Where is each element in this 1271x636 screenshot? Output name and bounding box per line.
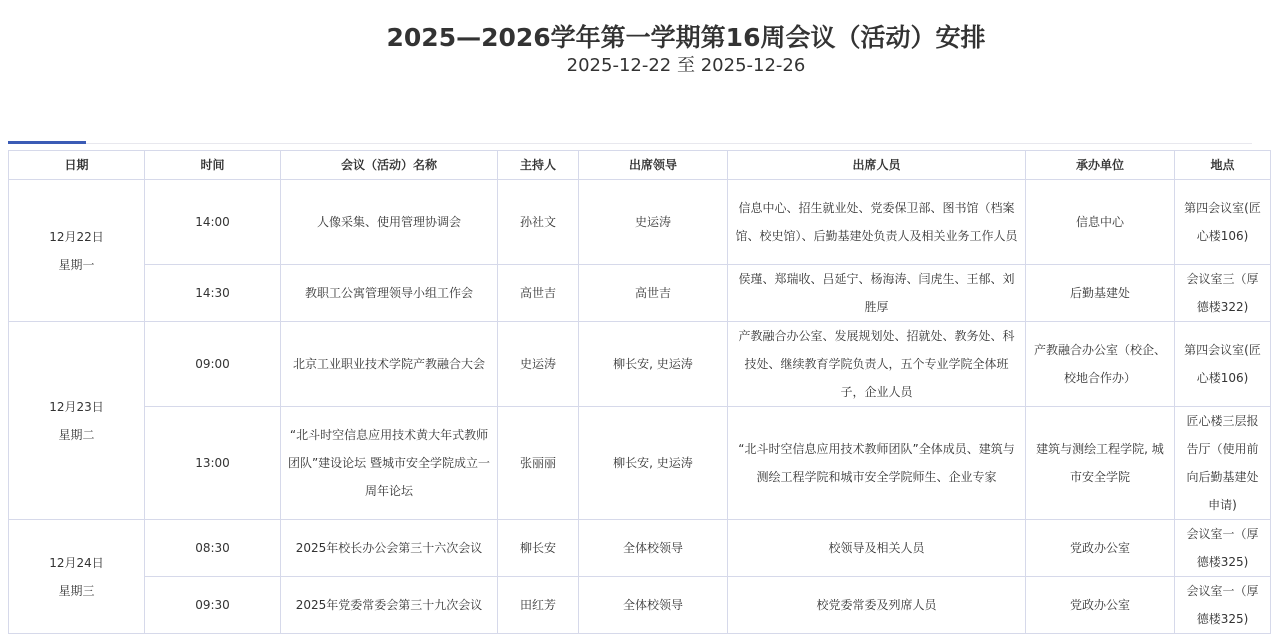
column-header-meeting-name: 会议（活动）名称: [281, 151, 498, 180]
attendees-cell: “北斗时空信息应用技术教师团队”全体成员、建筑与测绘工程学院和城市安全学院师生、企业专家: [728, 407, 1026, 520]
leaders-cell: 全体校领导: [579, 577, 728, 634]
weekday-label: 星期三: [58, 583, 95, 598]
organizer-cell: 党政办公室: [1026, 520, 1175, 577]
meeting-name-cell: 人像采集、使用管理协调会: [281, 180, 498, 265]
column-header-leaders: 出席领导: [579, 151, 728, 180]
meeting-name-cell: 教职工公寓管理领导小组工作会: [281, 265, 498, 322]
location-cell: 匠心楼三层报告厅（使用前向后勤基建处申请): [1175, 407, 1271, 520]
organizer-cell: 信息中心: [1026, 180, 1175, 265]
time-cell: 14:00: [145, 180, 281, 265]
table-row: [9, 322, 1271, 407]
host-cell: 张丽丽: [498, 407, 579, 520]
column-header-organizer: 承办单位: [1026, 151, 1175, 180]
host-cell: 田红芳: [498, 577, 579, 634]
weekday-label: 星期一: [58, 257, 95, 272]
leaders-cell: 高世吉: [579, 265, 728, 322]
attendees-cell: 校领导及相关人员: [728, 520, 1026, 577]
location-cell: 会议室一（厚德楼325): [1175, 520, 1271, 577]
time-cell: 08:30: [145, 520, 281, 577]
host-cell: 孙社文: [498, 180, 579, 265]
leaders-cell: 史运涛: [579, 180, 728, 265]
table-row: [9, 407, 1271, 520]
tab-divider: [86, 143, 1252, 144]
meeting-schedule-table: [8, 150, 1271, 634]
page-title: 2025—2026学年第一学期第16周会议（活动）安排: [386, 23, 986, 52]
column-header-location: 地点: [1175, 151, 1271, 180]
attendees-cell: 校党委常委及列席人员: [728, 577, 1026, 634]
table-row: [9, 520, 1271, 577]
date-cell: [9, 520, 145, 634]
location-cell: 会议室三（厚德楼322): [1175, 265, 1271, 322]
organizer-cell: 党政办公室: [1026, 577, 1175, 634]
date-cell: [9, 180, 145, 322]
attendees-cell: 信息中心、招生就业处、党委保卫部、图书馆（档案馆、校史馆）、后勤基建处负责人及相关业务工作人员: [728, 180, 1026, 265]
column-header-attendees: 出席人员: [728, 151, 1026, 180]
organizer-cell: 产教融合办公室（校企、校地合作办）: [1026, 322, 1175, 407]
column-header-host: 主持人: [498, 151, 579, 180]
meeting-name-cell: 2025年校长办公会第三十六次会议: [281, 520, 498, 577]
leaders-cell: 柳长安, 史运涛: [579, 407, 728, 520]
column-header-date: 日期: [9, 151, 145, 180]
location-cell: 会议室一（厚德楼325): [1175, 577, 1271, 634]
time-cell: 14:30: [145, 265, 281, 322]
organizer-cell: 建筑与测绘工程学院, 城市安全学院: [1026, 407, 1175, 520]
weekday-label: 星期二: [58, 427, 95, 442]
location-cell: 第四会议室(匠心楼106): [1175, 322, 1271, 407]
date-label: 12月22日: [49, 229, 104, 244]
table-row: [9, 180, 1271, 265]
meeting-name-cell: 2025年党委常委会第三十九次会议: [281, 577, 498, 634]
leaders-cell: 柳长安, 史运涛: [579, 322, 728, 407]
table-header-row: [9, 151, 1271, 180]
table-row: [9, 577, 1271, 634]
table-row: [9, 265, 1271, 322]
time-cell: 13:00: [145, 407, 281, 520]
date-label: 12月23日: [49, 399, 104, 414]
meeting-name-cell: “北斗时空信息应用技术黄大年式教师团队”建设论坛 暨城市安全学院成立一周年论坛: [281, 407, 498, 520]
attendees-cell: 侯瑾、郑瑞收、吕延宁、杨海涛、闫虎生、王郁、刘胜厚: [728, 265, 1026, 322]
date-label: 12月24日: [49, 555, 104, 570]
host-cell: 柳长安: [498, 520, 579, 577]
leaders-cell: 全体校领导: [579, 520, 728, 577]
column-header-time: 时间: [145, 151, 281, 180]
attendees-cell: 产教融合办公室、发展规划处、招就处、教务处、科技处、继续教育学院负责人，五个专业学院全体班子，企业人员: [728, 322, 1026, 407]
active-tab-indicator: [8, 141, 86, 144]
time-cell: 09:30: [145, 577, 281, 634]
date-range: 2025-12-22 至 2025-12-26: [566, 55, 806, 76]
organizer-cell: 后勤基建处: [1026, 265, 1175, 322]
date-cell: [9, 322, 145, 520]
location-cell: 第四会议室(匠心楼106): [1175, 180, 1271, 265]
host-cell: 史运涛: [498, 322, 579, 407]
time-cell: 09:00: [145, 322, 281, 407]
meeting-name-cell: 北京工业职业技术学院产教融合大会: [281, 322, 498, 407]
host-cell: 高世吉: [498, 265, 579, 322]
